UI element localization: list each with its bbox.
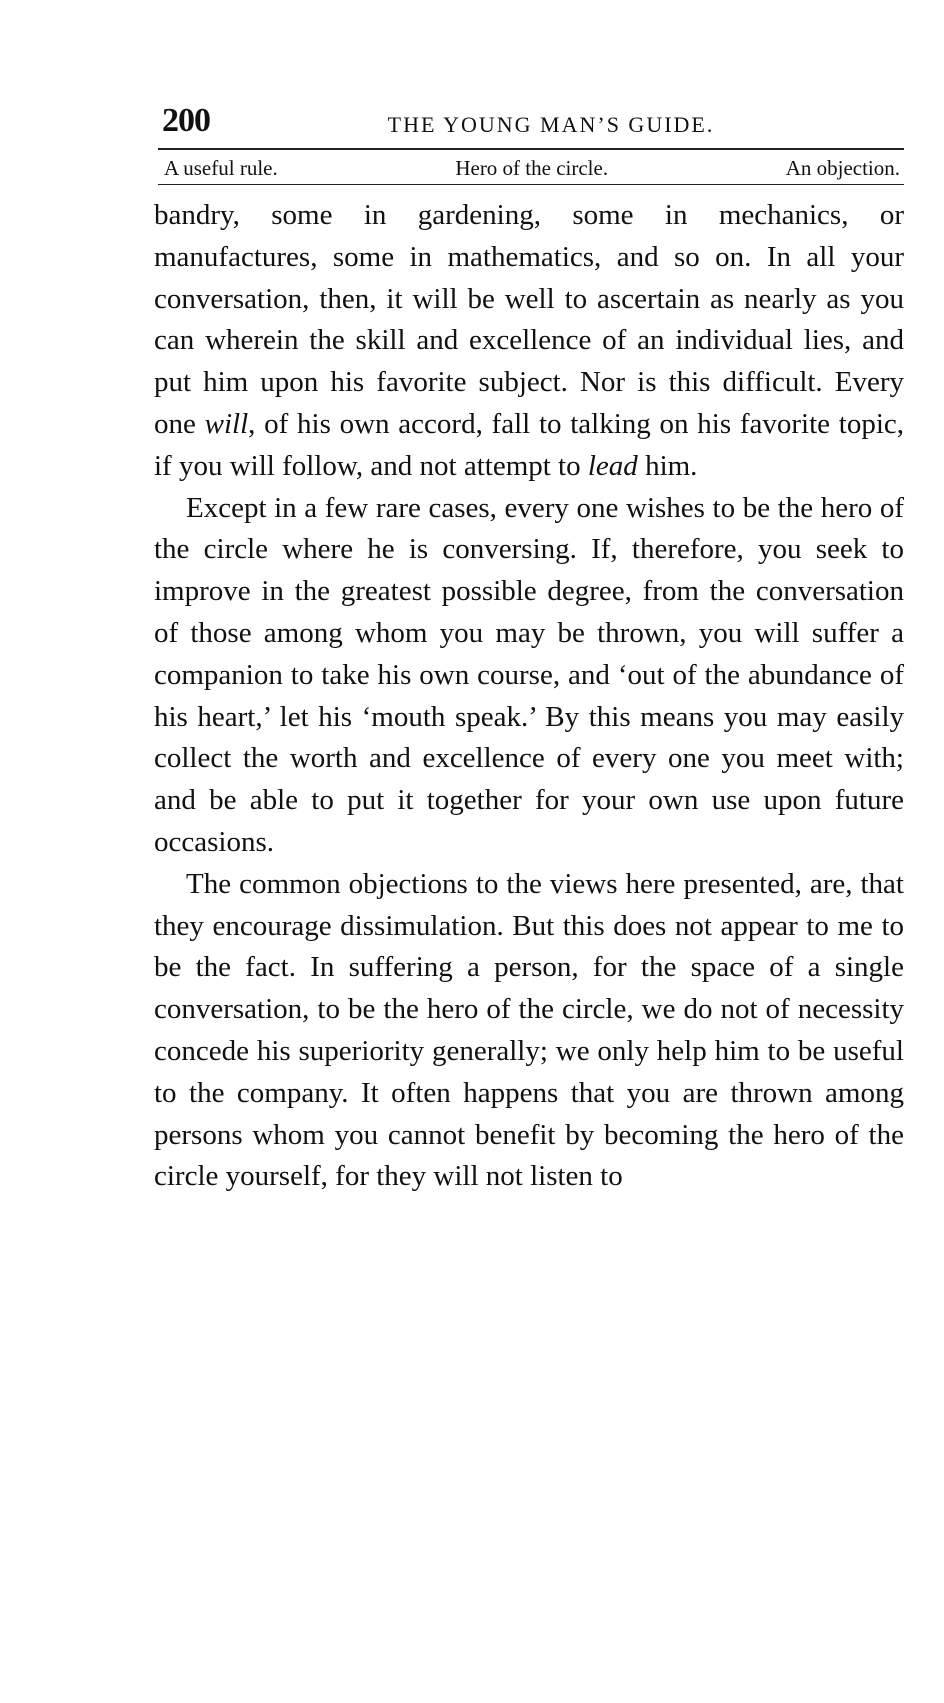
page-number: 200 [162, 102, 210, 139]
paragraph-1-part-c: him. [637, 449, 698, 482]
emphasis-lead: lead [587, 449, 638, 482]
paragraph-3: The common objections to the views here presented, are, that they encourage dissimulation. But this does not appear to me to be the fact. In suffering a person, for the space of a single conversation, to be the hero of the circle, we do not of necessity concede his superiority generally; we only help him to be useful to the company. It often happens that you are thrown among persons whom you cannot benefit by becoming the hero of the circle yourself, for they will not listen to [154, 867, 904, 1193]
subhead-left: A useful rule. [164, 156, 278, 180]
paragraph-1-part-b: , of his own accord, fall to talking on his favorite topic, if you will follow, and not attempt to [154, 407, 904, 482]
book-page [154, 96, 904, 1198]
body-text [154, 195, 904, 1198]
header-rule-bottom [158, 184, 904, 185]
running-head [158, 96, 904, 144]
paragraph-2: Except in a few rare cases, every one wishes to be the hero of the circle where he is conversing. If, therefore, you seek to improve in the greatest possible degree, from the conversation of those among whom you may be thrown, you will suffer a companion to take his own course, and ‘out of the abundance of his heart,’ let his ‘mouth speak.’ By this means you may easily collect the worth and excellence of every one you meet with; and be able to put it together for your own use upon future occasions. [154, 491, 904, 858]
section-subheads [158, 150, 904, 184]
paragraph-1-part-a: bandry, some in gardening, some in mechanics, or manufactures, some in mathematics, and so on. In all your conversation, then, it will be well to ascertain as nearly as you can wherein the skill and excellence of an individual lies, and put him upon his favorite subject. Nor is this difficult. Every one [154, 199, 904, 440]
book-title: THE YOUNG MAN’S GUIDE. [387, 112, 715, 137]
subhead-center: Hero of the circle. [455, 156, 609, 180]
emphasis-will: will [204, 407, 249, 440]
subhead-right: An objection. [785, 156, 900, 180]
paragraph-1 [154, 195, 904, 488]
